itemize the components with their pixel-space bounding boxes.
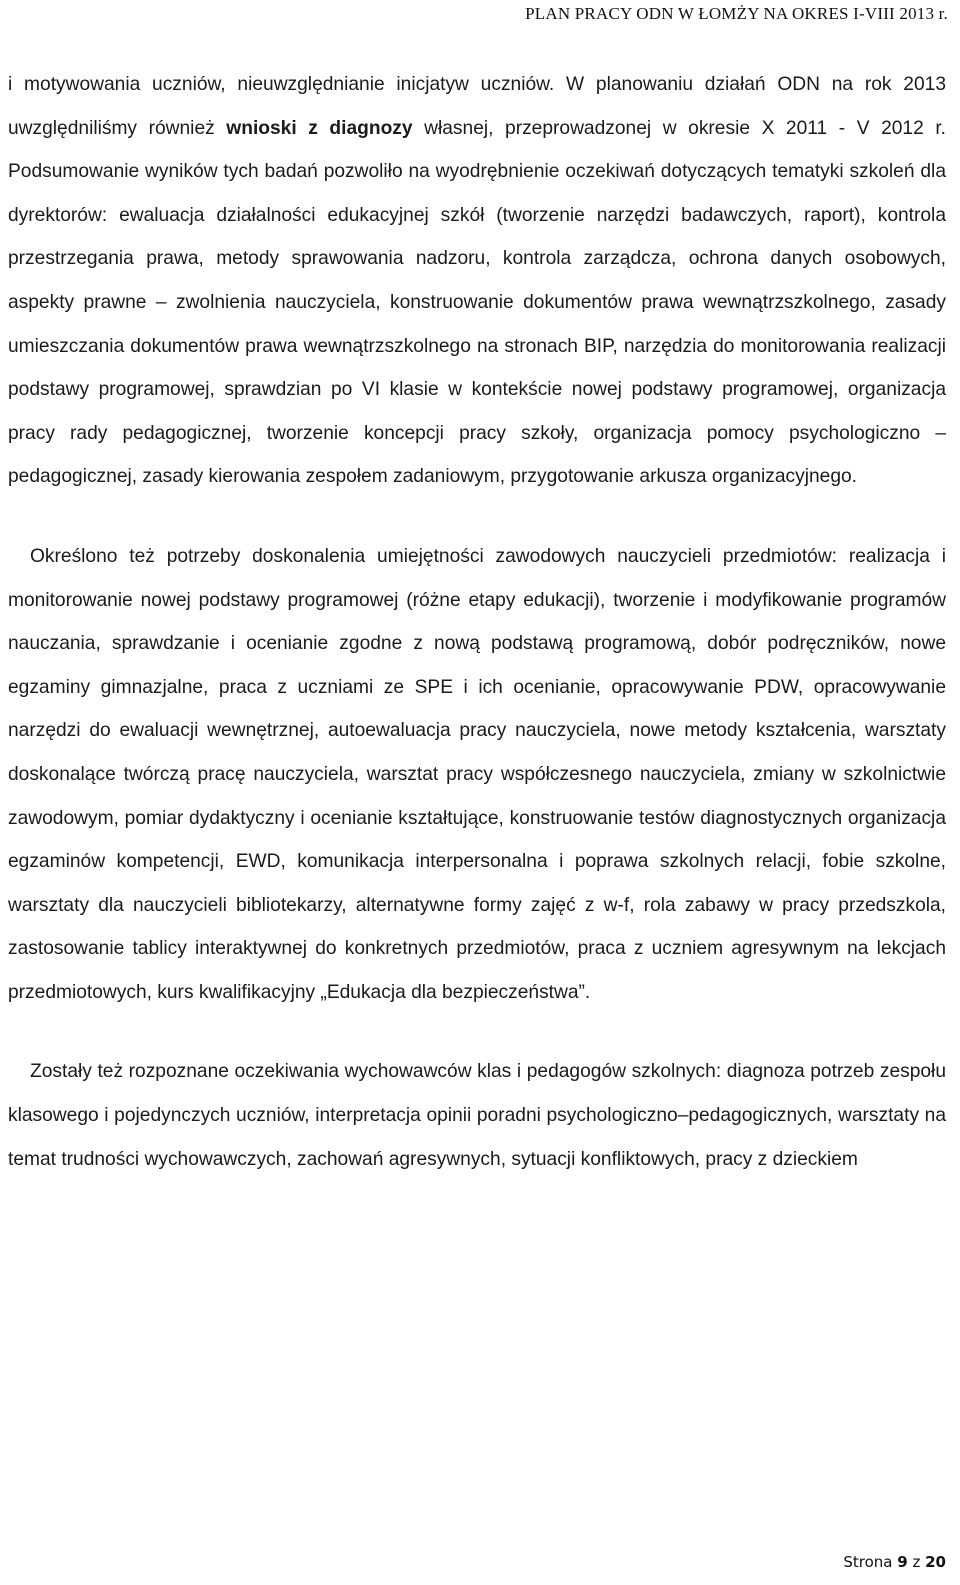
page-number <box>843 1553 946 1571</box>
paragraph-tutor-expectations: Zostały też rozpoznane oczekiwania wychowawców klas i pedagogów szkolnych: diagnoza potrzeb zespołu klasowego i pojedynczych uczniów, interpretacja opinii poradni psychologiczno–pedagogicznych, warsztaty na temat trudności wychowawczych, zachowań agresywnych, sytuacji konfliktowych, pracy z dzieckiem <box>8 1061 946 1170</box>
document-body <box>8 63 946 1181</box>
paragraph-diagnosis <box>8 63 946 499</box>
current-page: 9 <box>897 1553 908 1571</box>
page-label: Strona <box>843 1553 893 1571</box>
paragraph-diagnosis-emphasis: wnioski z diagnozy <box>226 117 413 139</box>
total-pages: 20 <box>925 1553 946 1571</box>
paragraph-diagnosis-intro: i motywowania uczniów, nieuwzględnianie inicjatyw uczniów. W planowaniu działań ODN na rok 2013 uwzględniliśmy również <box>8 74 946 139</box>
paragraph-teacher-needs: Określono też potrzeby doskonalenia umiejętności zawodowych nauczycieli przedmiotów: realizacja i monitorowanie nowej podstawy programowej (różne etapy edukacji), tworzenie i modyfikowanie programów nauczania, sprawdzanie i ocenianie zgodne z nową podstawą programową, dobór podręczników, nowe egzaminy gimnazjalne, praca z uczniami ze SPE i ich ocenianie, opracowywanie PDW, opracowywanie narzędzi do ewaluacji wewnętrznej, autoewaluacja pracy nauczyciela, nowe metody kształcenia, warsztaty doskonalące twórczą pracę nauczyciela, warsztat pracy współczesnego nauczyciela, zmiany w szkolnictwie zawodowym, pomiar dydaktyczny i ocenianie kształtujące, konstruowanie testów diagnostycznych organizacja egzaminów kompetencji, EWD, komunikacja interpersonalna i poprawa szkolnych relacji, fobie szkolne, warsztaty dla nauczycieli bibliotekarzy, alternatywne formy zajęć z w-f, rola zabawy w pracy przedszkola, zastosowanie tablicy interaktywnej do konkretnych przedmiotów, praca z uczniem agresywnym na lekcjach przedmiotowych, kurs kwalifikacyjny „Edukacja dla bezpieczeństwa”. <box>8 545 946 1003</box>
page-of: z <box>912 1553 921 1571</box>
running-header: PLAN PRACY ODN W ŁOMŻY NA OKRES I-VIII 2013 r. <box>525 4 948 23</box>
paragraph-diagnosis-rest: własnej, przeprowadzonej w okresie X 2011 - V 2012 r. Podsumowanie wyników tych badań pozwoliło na wyodrębnienie oczekiwań dotyczących tematyki szkoleń dla dyrektorów: ewaluacja działalności edukacyjnej szkół (tworzenie narzędzi badawczych, raport), kontrola przestrzegania prawa, metody sprawowania nadzoru, kontrola zarządcza, ochrona danych osobowych, aspekty prawne – zwolnienia nauczyciela, konstruowanie dokumentów prawa wewnątrzszkolnego, zasady umieszczania dokumentów prawa wewnątrzszkolnego na stronach BIP, narzędzia do monitorowania realizacji podstawy programowej, sprawdzian po VI klasie w kontekście nowej podstawy programowej, organizacja pracy rady pedagogicznej, tworzenie koncepcji pracy szkoły, organizacja pomocy psychologiczno – pedagogicznej, zasady kierowania zespołem zadaniowym, przygotowanie arkusza organizacyjnego. <box>8 117 947 488</box>
